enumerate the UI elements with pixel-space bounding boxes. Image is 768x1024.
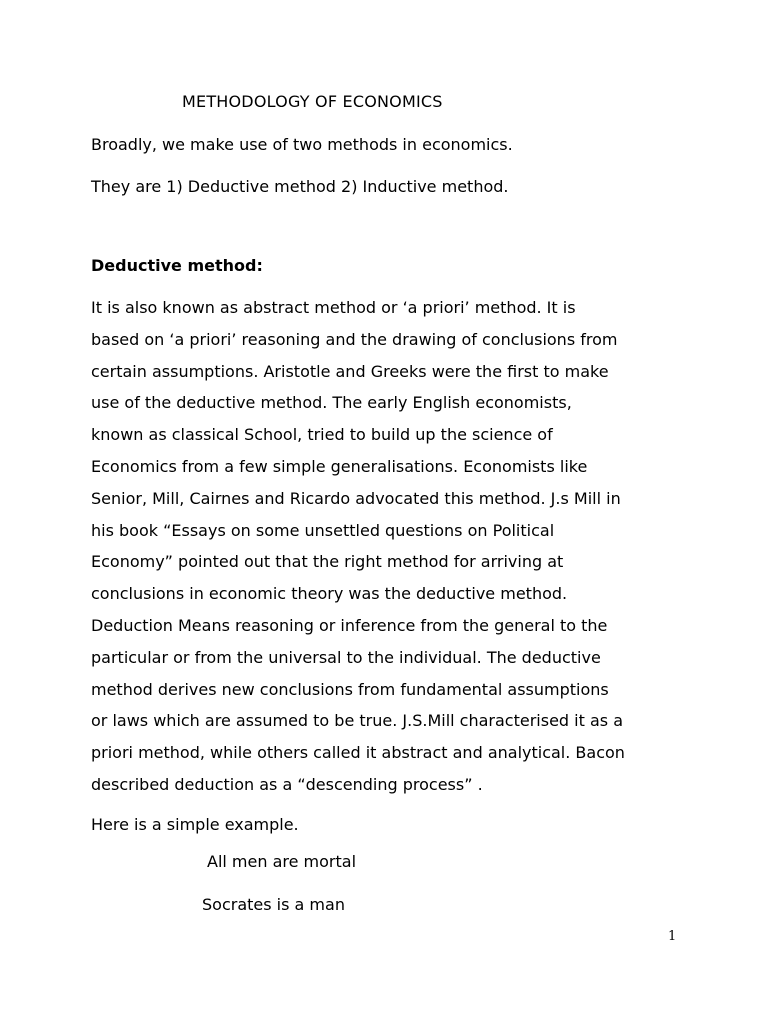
body-line: priori method, while others called it abstract and analytical. Bacon (91, 743, 625, 763)
body-line: Economy” pointed out that the right method for arriving at (91, 552, 564, 572)
section-title: Deductive method: (91, 256, 263, 275)
document-title: METHODOLOGY OF ECONOMICS (182, 92, 443, 111)
body-line: Deduction Means reasoning or inference from the general to the (91, 615, 608, 635)
body-line: Senior, Mill, Cairnes and Ricardo advocated this method. J.s Mill in (91, 488, 621, 508)
body-line: method derives new conclusions from fundamental assumptions (91, 679, 609, 699)
page-number: 1 (668, 929, 677, 944)
intro-line-2: They are 1) Deductive method 2) Inductive method. (91, 177, 509, 196)
body-line: conclusions in economic theory was the deductive method. (91, 584, 568, 604)
body-line: particular or from the universal to the individual. The deductive (91, 647, 601, 667)
body-line: or laws which are assumed to be true. J.S.Mill characterised it as a (91, 711, 623, 731)
example-line-2: Socrates is a man (202, 895, 345, 914)
body-line: based on ‘a priori’ reasoning and the drawing of conclusions from (91, 329, 618, 349)
body-line: described deduction as a “descending process” . (91, 774, 483, 794)
example-line-1: All men are mortal (207, 852, 357, 871)
body-line: Economics from a few simple generalisations. Economists like (91, 456, 588, 476)
body-line: his book “Essays on some unsettled questions on Political (91, 520, 555, 540)
body-line: certain assumptions. Aristotle and Greeks were the first to make (91, 361, 609, 381)
body-line: use of the deductive method. The early English economists, (91, 393, 572, 413)
body-line: known as classical School, tried to build up the science of (91, 425, 553, 445)
body-line: It is also known as abstract method or ‘a priori’ method. It is (91, 298, 576, 317)
intro-line-1: Broadly, we make use of two methods in economics. (91, 135, 513, 154)
section-body (91, 292, 691, 801)
example-intro: Here is a simple example. (91, 815, 299, 834)
